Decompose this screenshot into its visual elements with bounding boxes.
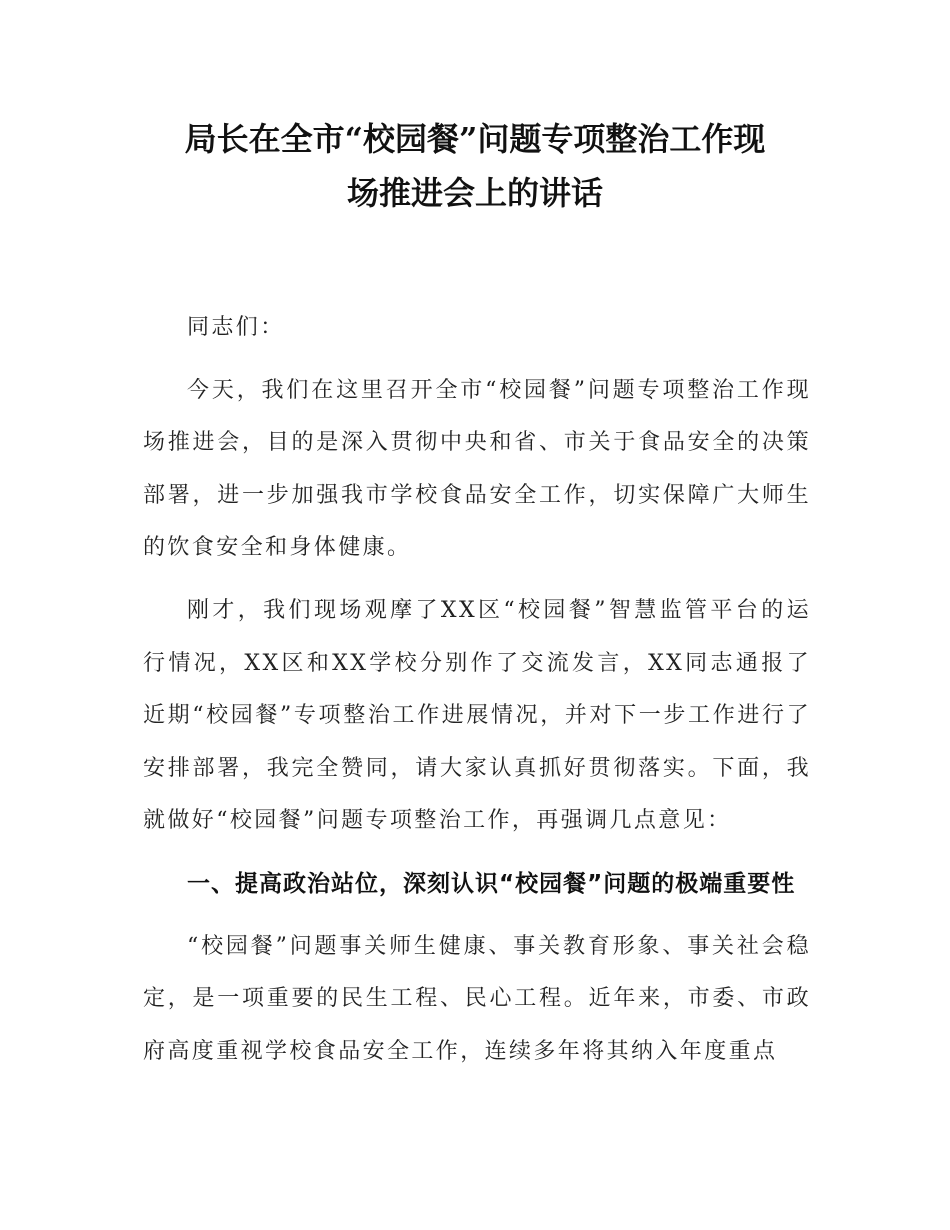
title-line-1: 局长在全市“校园餐”问题专项整治工作现 [184,120,766,158]
title-line-2: 场推进会上的讲话 [346,174,603,212]
document-body [143,302,811,1088]
paragraph-opening: 今天，我们在这里召开全市“校园餐”问题专项整治工作现场推进会，目的是深入贯彻中央和省、市关于食品安全的决策部署，进一步加强我市学校食品安全工作，切实保障广大师生的饮食安全和身体健康。 [143,377,811,561]
document-title [140,112,810,220]
section-paragraph-1: “校园餐”问题事关师生健康、事关教育形象、事关社会稳定，是一项重要的民生工程、民心工程。近年来，市委、市政府高度重视学校食品安全工作，连续多年将其纳入年度重点 [143,933,811,1064]
paragraph-review: 刚才，我们现场观摩了XX区“校园餐”智慧监管平台的运行情况，XX区和XX学校分别作了交流发言，XX同志通报了近期“校园餐”专项整治工作进展情况，并对下一步工作进行了安排部署，我完全赞同，请大家认真抓好贯彻落实。下面，我就做好“校园餐”问题专项整治工作，再强调几点意见： [143,597,811,834]
salutation: 同志们： [187,315,285,340]
section-heading-1: 一、提高政治站位，深刻认识“校园餐”问题的极端重要性 [187,870,796,897]
